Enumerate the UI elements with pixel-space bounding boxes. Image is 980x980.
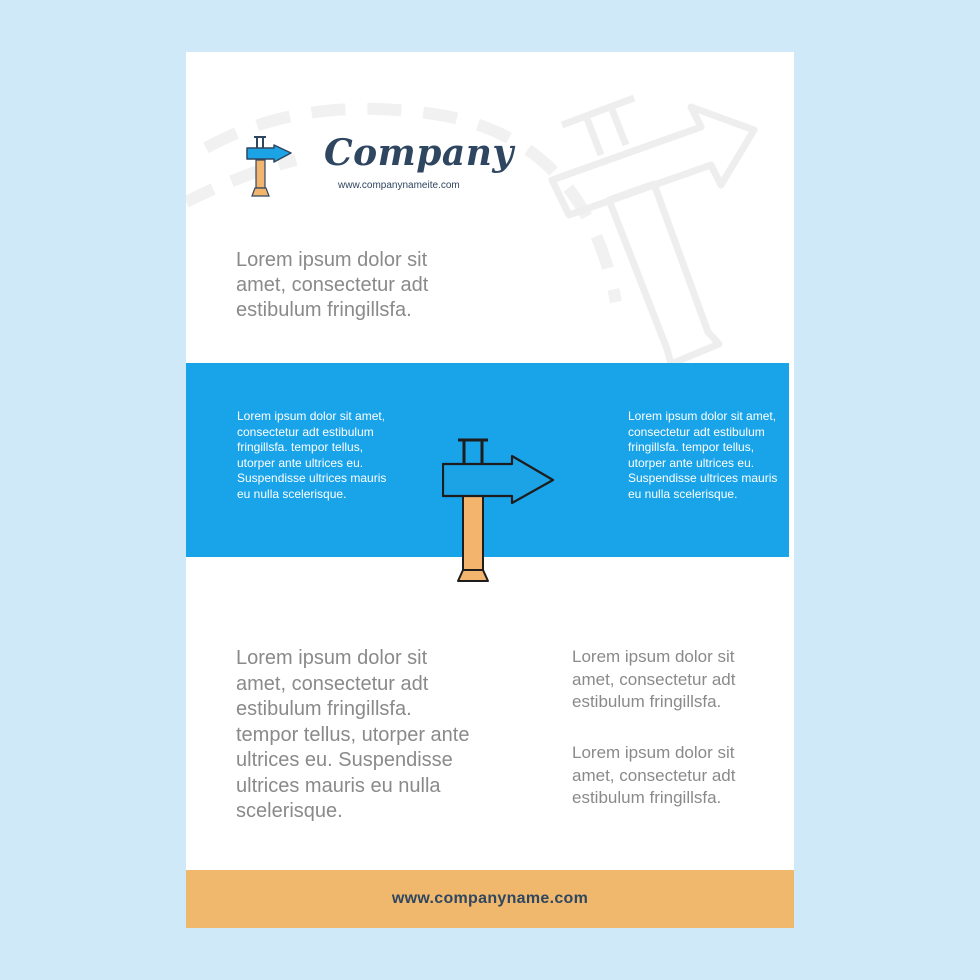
band-right-paragraph: Lorem ipsum dolor sit amet, consectetur adt estibulum fringillsfa. tempor tellus, utorper ante ultrices eu. Suspendisse ultrices mauris eu nulla scelerisque. (628, 409, 778, 501)
body-right-paragraph-1: Lorem ipsum dolor sit amet, consectetur adt estibulum fringillsfa. (572, 647, 736, 711)
intro-paragraph: Lorem ipsum dolor sit amet, consectetur adt estibulum fringillsfa. (236, 249, 429, 321)
signpost-watermark (186, 52, 794, 372)
body-left-paragraph: Lorem ipsum dolor sit amet, consectetur adt estibulum fringillsfa. tempor tellus, utorper ante ultrices eu. Suspendisse ultrices mauris eu nulla scelerisque. (236, 647, 470, 822)
footer-bar (186, 870, 794, 928)
footer-url: www.companyname.com (391, 890, 589, 907)
brochure-page (186, 52, 794, 928)
company-name: Company (324, 132, 514, 174)
signpost-icon (246, 136, 292, 198)
company-url: www.companynameite.com (338, 180, 460, 191)
body-right-paragraph-2: Lorem ipsum dolor sit amet, consectetur adt estibulum fringillsfa. (572, 743, 736, 807)
band-left-paragraph: Lorem ipsum dolor sit amet, consectetur adt estibulum fringillsfa. tempor tellus, utorper ante ultrices eu. Suspendisse ultrices mauris eu nulla scelerisque. (237, 409, 387, 501)
signpost-icon (442, 438, 556, 584)
